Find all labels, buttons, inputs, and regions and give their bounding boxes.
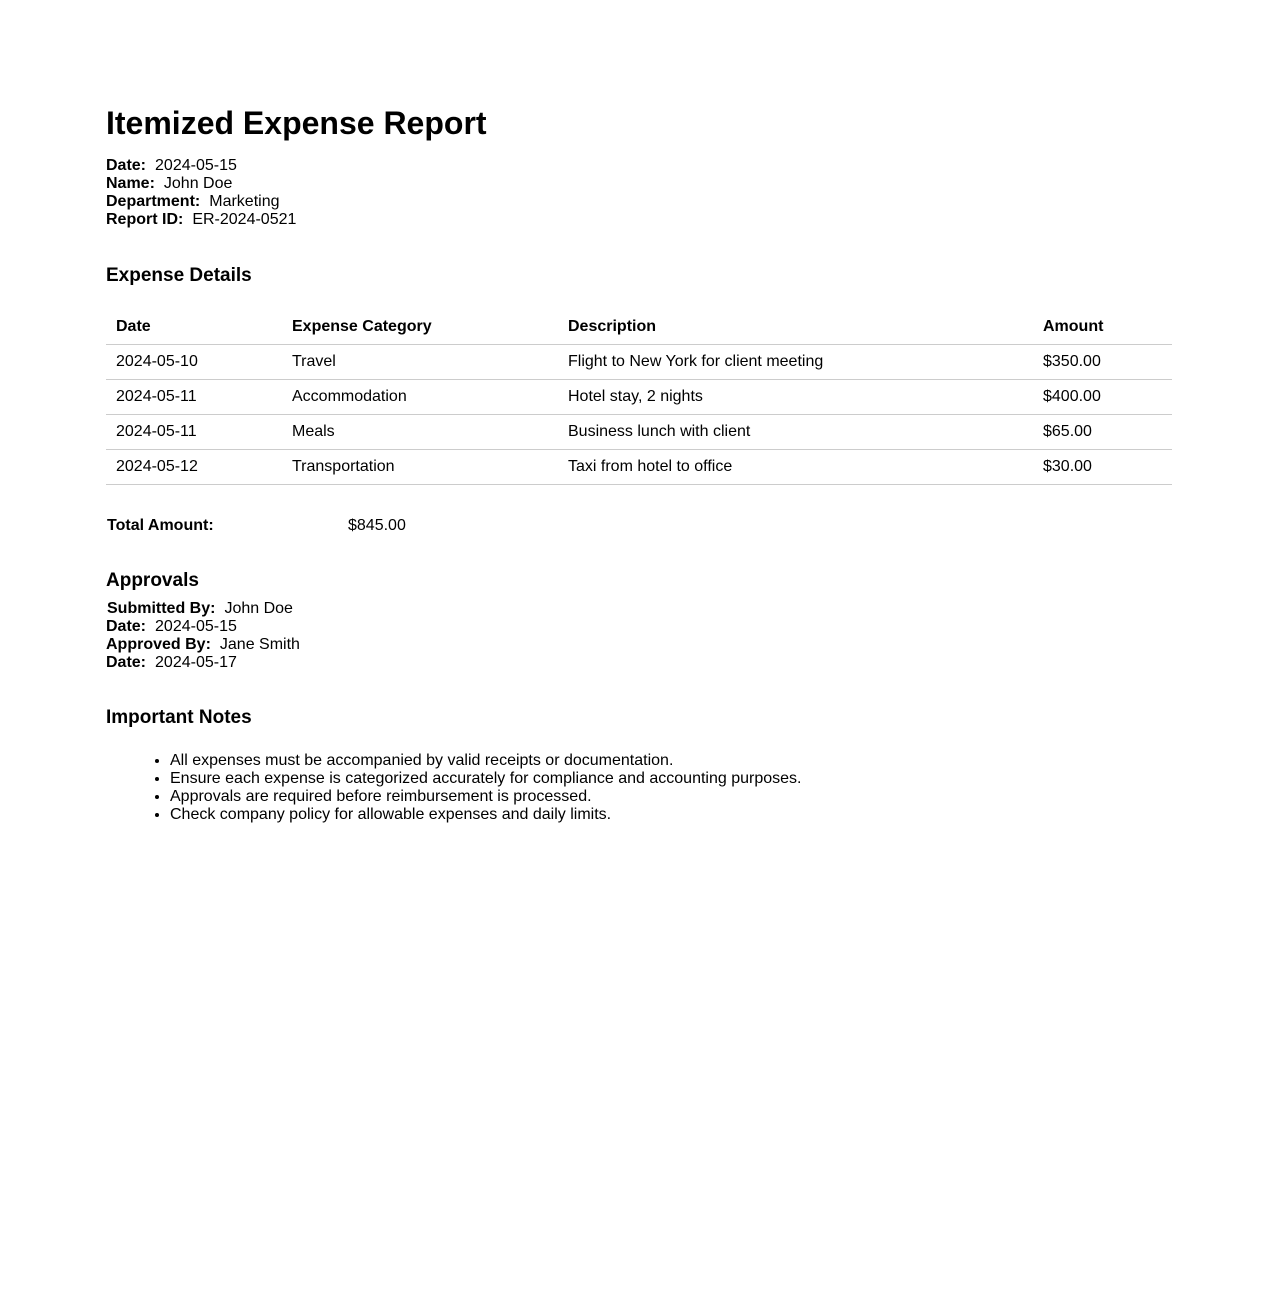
cell-date: 2024-05-11 (106, 380, 282, 415)
cell-description: Taxi from hotel to office (558, 450, 1033, 485)
info-department (106, 193, 296, 211)
cell-amount: $65.00 (1033, 415, 1172, 450)
expense-details-heading: Expense Details (106, 265, 252, 286)
total-label: Total Amount: (107, 517, 214, 534)
notes-list (106, 752, 801, 824)
approval-approved-by (106, 636, 300, 654)
info-value: ER-2024-0521 (192, 211, 297, 228)
info-label: Department: (106, 193, 201, 210)
info-report-id (106, 211, 296, 229)
cell-date: 2024-05-10 (106, 345, 282, 380)
total-value: $845.00 (348, 517, 406, 534)
list-item: • Approvals are required before reimbursement is processed. (170, 788, 801, 806)
cell-category: Travel (282, 345, 558, 380)
approvals-section (106, 600, 300, 672)
approval-value: 2024-05-15 (155, 618, 237, 635)
info-value: Marketing (209, 193, 280, 210)
approvals-heading: Approvals (106, 570, 199, 591)
report-info (106, 157, 296, 229)
cell-description: Flight to New York for client meeting (558, 345, 1033, 380)
approval-approved-date (106, 654, 300, 672)
info-label: Report ID: (106, 211, 184, 228)
list-item: • Ensure each expense is categorized accurately for compliance and accounting purposes. (170, 770, 801, 788)
info-value: 2024-05-15 (155, 157, 237, 174)
table-row (106, 345, 1172, 380)
cell-amount: $30.00 (1033, 450, 1172, 485)
column-header-description: Description (558, 310, 1033, 345)
cell-description: Hotel stay, 2 nights (558, 380, 1033, 415)
cell-amount: $400.00 (1033, 380, 1172, 415)
approval-value: Jane Smith (219, 636, 300, 653)
approval-label: Approved By: (106, 636, 211, 653)
column-header-date: Date (106, 310, 282, 345)
cell-date: 2024-05-11 (106, 415, 282, 450)
approval-label: Date: (106, 618, 147, 635)
approval-value: 2024-05-17 (155, 654, 237, 671)
info-name (106, 175, 296, 193)
approval-label: Submitted By: (107, 600, 216, 617)
info-label: Date: (106, 157, 147, 174)
table-row (106, 415, 1172, 450)
info-date (106, 157, 296, 175)
approval-submitted-date (106, 618, 300, 636)
report-title: Itemized Expense Report (106, 105, 487, 141)
column-header-amount: Amount (1033, 310, 1172, 345)
info-label: Name: (106, 175, 155, 192)
cell-description: Business lunch with client (558, 415, 1033, 450)
cell-amount: $350.00 (1033, 345, 1172, 380)
table-row (106, 450, 1172, 485)
approval-label: Date: (106, 654, 147, 671)
total-amount (107, 517, 406, 535)
column-header-category: Expense Category (282, 310, 558, 345)
important-notes-heading: Important Notes (106, 707, 252, 728)
cell-category: Accommodation (282, 380, 558, 415)
list-item: • Check company policy for allowable expenses and daily limits. (170, 806, 801, 824)
info-value: John Doe (163, 175, 233, 192)
cell-category: Transportation (282, 450, 558, 485)
approval-submitted-by (106, 600, 300, 618)
expense-table (106, 310, 1172, 485)
cell-date: 2024-05-12 (106, 450, 282, 485)
approval-value: John Doe (224, 600, 293, 617)
table-header-row (106, 310, 1172, 345)
table-row (106, 380, 1172, 415)
cell-category: Meals (282, 415, 558, 450)
list-item: • All expenses must be accompanied by valid receipts or documentation. (170, 752, 801, 770)
